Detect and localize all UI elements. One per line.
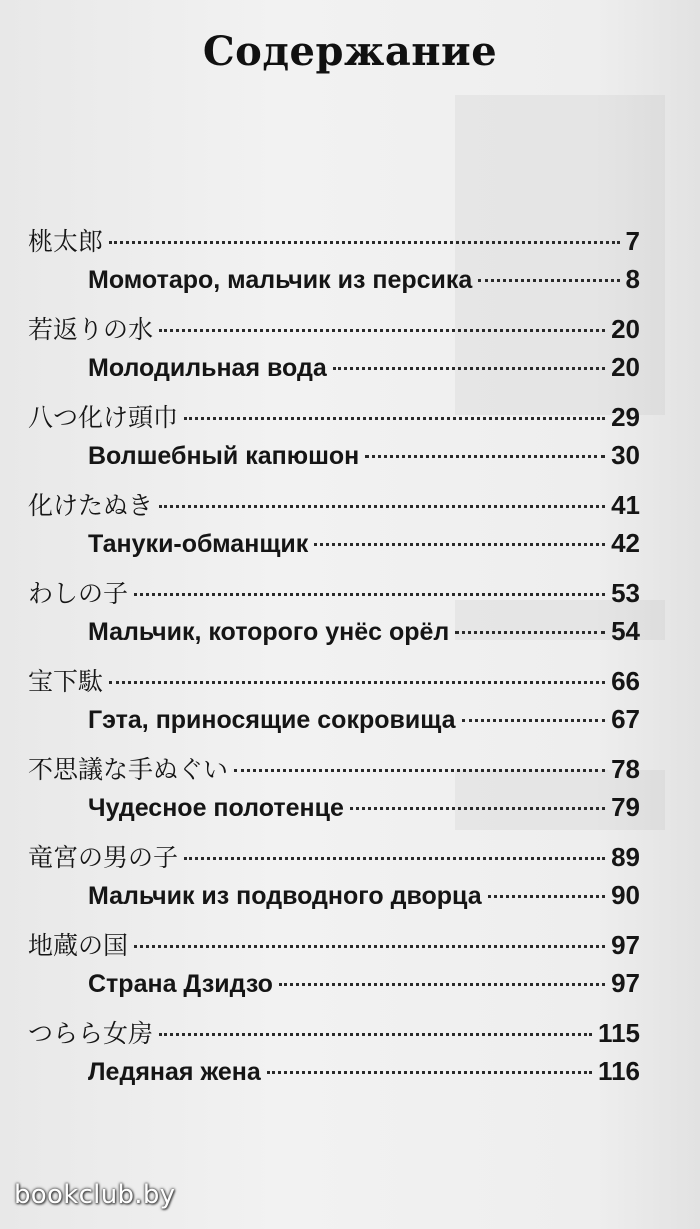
- entry-title-russian: Гэта, приносящие сокровища: [88, 706, 456, 734]
- entry-title-russian: Волшебный капюшон: [88, 442, 360, 470]
- entry-title-russian: Мальчик, которого унёс орёл: [88, 618, 450, 646]
- toc-entry: [28, 574, 640, 650]
- entry-title-japanese: 化けたぬき: [28, 491, 154, 520]
- page-number: 7: [625, 226, 640, 256]
- toc-row-japanese[interactable]: [28, 1014, 640, 1052]
- page-number: 66: [611, 666, 640, 696]
- page-number: 41: [611, 490, 640, 520]
- toc-row-russian[interactable]: [28, 348, 640, 386]
- entry-title-russian: Тануки-обманщик: [88, 530, 309, 558]
- dot-leader: [478, 279, 619, 282]
- toc-row-russian[interactable]: [28, 876, 640, 914]
- dot-leader: [314, 543, 605, 546]
- site-watermark: bookclub.by: [14, 1180, 176, 1210]
- entry-title-russian: Ледяная жена: [88, 1058, 261, 1086]
- toc-row-russian[interactable]: [28, 260, 640, 298]
- page-number: 54: [611, 616, 640, 646]
- entry-title-japanese: わしの子: [28, 579, 129, 608]
- page-number: 29: [611, 402, 640, 432]
- page-number: 20: [611, 352, 640, 382]
- toc-row-japanese[interactable]: [28, 486, 640, 524]
- page-title: Содержание: [202, 28, 498, 75]
- entry-title-japanese: 若返りの水: [28, 315, 154, 344]
- dot-leader: [134, 945, 605, 948]
- toc-row-japanese[interactable]: [28, 222, 640, 260]
- page-number: 116: [598, 1056, 640, 1086]
- toc-row-russian[interactable]: [28, 788, 640, 826]
- page-number: 67: [611, 704, 640, 734]
- dot-leader: [159, 505, 605, 508]
- page-number: 115: [598, 1018, 640, 1048]
- dot-leader: [184, 417, 605, 420]
- entry-title-japanese: つらら女房: [28, 1019, 154, 1048]
- dot-leader: [365, 455, 605, 458]
- page-number: 97: [611, 968, 640, 998]
- dot-leader: [159, 329, 605, 332]
- entry-title-russian: Молодильная вода: [88, 354, 327, 382]
- toc-row-russian[interactable]: [28, 1052, 640, 1090]
- toc-row-japanese[interactable]: [28, 398, 640, 436]
- toc-entry: [28, 1014, 640, 1090]
- toc-row-russian[interactable]: [28, 964, 640, 1002]
- toc-row-japanese[interactable]: [28, 574, 640, 612]
- dot-leader: [267, 1071, 592, 1074]
- toc-row-russian[interactable]: [28, 524, 640, 562]
- toc-row-japanese[interactable]: [28, 750, 640, 788]
- toc-entry: [28, 662, 640, 738]
- entry-title-russian: Чудесное полотенце: [88, 794, 344, 822]
- entry-title-japanese: 宝下駄: [28, 667, 104, 696]
- table-of-contents: [28, 222, 640, 1102]
- toc-row-russian[interactable]: [28, 612, 640, 650]
- dot-leader: [234, 769, 605, 772]
- toc-entry: [28, 838, 640, 914]
- toc-row-japanese[interactable]: [28, 838, 640, 876]
- entry-title-japanese: 地蔵の国: [28, 931, 129, 960]
- dot-leader: [159, 1033, 592, 1036]
- dot-leader: [488, 895, 605, 898]
- dot-leader: [333, 367, 605, 370]
- toc-row-russian[interactable]: [28, 436, 640, 474]
- entry-title-russian: Страна Дзидзо: [88, 970, 273, 998]
- toc-entry: [28, 398, 640, 474]
- page-number: 78: [611, 754, 640, 784]
- dot-leader: [184, 857, 605, 860]
- entry-title-japanese: 竜宮の男の子: [28, 843, 179, 872]
- page-number: 89: [611, 842, 640, 872]
- toc-entry: [28, 486, 640, 562]
- dot-leader: [109, 241, 620, 244]
- toc-row-japanese[interactable]: [28, 926, 640, 964]
- page-number: 90: [611, 880, 640, 910]
- toc-row-japanese[interactable]: [28, 310, 640, 348]
- dot-leader: [455, 631, 605, 634]
- dot-leader: [279, 983, 605, 986]
- entry-title-japanese: 不思議な手ぬぐい: [28, 755, 229, 784]
- dot-leader: [109, 681, 605, 684]
- page-number: 53: [611, 578, 640, 608]
- toc-row-japanese[interactable]: [28, 662, 640, 700]
- toc-entry: [28, 926, 640, 1002]
- page-number: 79: [611, 792, 640, 822]
- toc-entry: [28, 750, 640, 826]
- page-number: 42: [611, 528, 640, 558]
- entry-title-japanese: 八つ化け頭巾: [28, 403, 179, 432]
- page-number: 30: [611, 440, 640, 470]
- dot-leader: [462, 719, 606, 722]
- dot-leader: [350, 807, 605, 810]
- toc-entry: [28, 310, 640, 386]
- entry-title-russian: Мальчик из подводного дворца: [88, 882, 482, 910]
- toc-row-russian[interactable]: [28, 700, 640, 738]
- entry-title-japanese: 桃太郎: [28, 227, 104, 256]
- toc-entry: [28, 222, 640, 298]
- page-number: 8: [625, 264, 640, 294]
- dot-leader: [134, 593, 605, 596]
- entry-title-russian: Момотаро, мальчик из персика: [88, 266, 473, 294]
- page-number: 97: [611, 930, 640, 960]
- page-number: 20: [611, 314, 640, 344]
